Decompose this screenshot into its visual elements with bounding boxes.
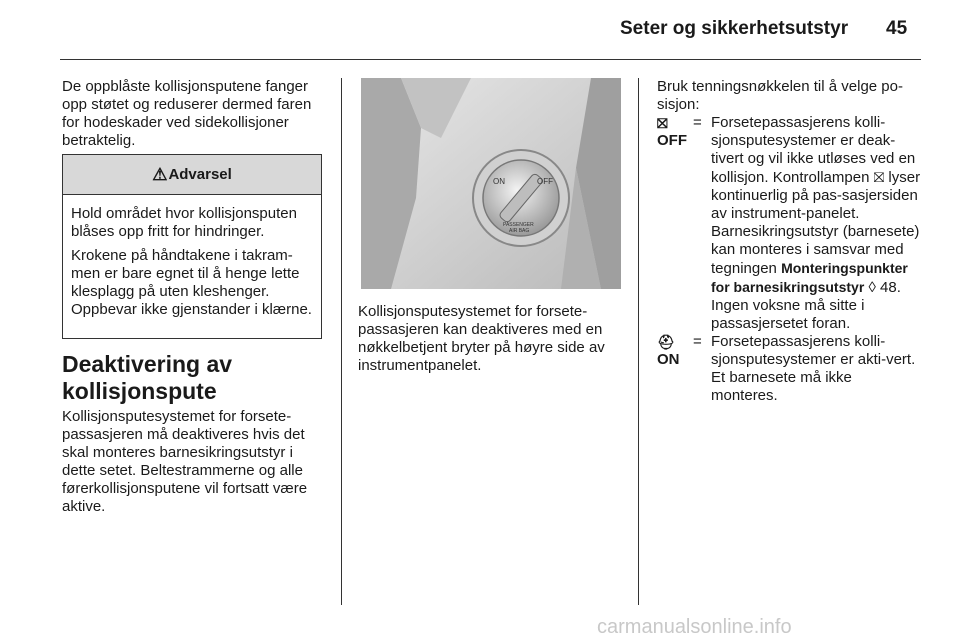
watermark: carmanualsonline.info [597, 616, 792, 638]
airbag-off-icon: ⛝ [657, 115, 668, 131]
equals-sign: = [693, 333, 702, 350]
equals-sign: = [693, 114, 702, 131]
off-label: OFF [657, 132, 687, 149]
switch-on-label: ON [493, 177, 505, 186]
warning-box [62, 154, 322, 339]
header-rule [60, 59, 921, 60]
switch-passenger-label: PASSENGER [503, 222, 534, 228]
right-intro: Bruk tenningsnøkkelen til å velge po-sisjon: [657, 78, 903, 113]
definition-list [657, 114, 922, 405]
warning-paragraph: Hold området hvor kollisjonsputen blåses opp fritt for hindringer. [71, 205, 297, 240]
warning-paragraph: Krokene på håndtakene i takram-men er bare egnet til å henge lette klesplagg på uten kleshenger. Oppbevar ikke gjenstander i klærne. [71, 247, 312, 318]
warning-title: Advarsel [168, 166, 232, 183]
airbag-switch-photo [361, 78, 621, 289]
airbag-off-icon: ⛝ [873, 169, 885, 185]
switch-off-label: OFF [537, 177, 553, 186]
warning-header [63, 155, 321, 195]
photo-caption: Kollisjonsputesystemet for forsete-passasjeren kan deaktiveres med en nøkkelbetjent bryter på høyre side av instrumentpanelet. [358, 303, 605, 374]
warning-triangle-icon: ⚠ [152, 164, 168, 184]
column-divider [341, 78, 342, 605]
intro-paragraph: De oppblåste kollisjonsputene fanger opp støtet og reduserer dermed faren for hodeskader ved sidekollisjoner betraktelig. [62, 78, 312, 149]
definition-off [657, 114, 922, 333]
page-reference-icon: ◊ [868, 279, 876, 296]
section-heading: Deaktivering av kollisjonspute [62, 351, 233, 404]
on-description: Forsetepassasjerens kolli-sjonsputesystemer er akti-vert. Et barnesete må ikke monteres. [711, 333, 916, 404]
off-description: Forsetepassasjerens kolli-sjonsputesystemer er deak-tivert og vil ikke utløses ved en kollisjon. Kontrollampen ⛝ lyser kontinuerlig på pas-sasjersiden av instrument-panelet. Barnesikringsutstyr (barnesete) kan monteres i samsvar med tegningen Monteringspunkter for barnesikringsutstyr ◊ 48. Ingen voksne må sitte i passasjersetet foran. [711, 114, 921, 332]
column-divider [638, 78, 639, 605]
warning-body [63, 195, 321, 319]
definition-on [657, 333, 922, 405]
cross-reference-link[interactable]: Monteringspunkter for barnesikringsutstyr [711, 260, 908, 295]
airbag-on-icon: ⛑ [657, 334, 675, 350]
page-reference-number: 48. [880, 279, 901, 296]
section-paragraph: Kollisjonsputesystemet for forsete-passasjeren må deaktiveres hvis det skal monteres barnesikringsutstyr i dette setet. Beltestrammerne og alle førerkollisjonsputene vil fortsatt være aktive. [62, 408, 308, 515]
header-title: Seter og sikkerhetsutstyr [620, 18, 849, 39]
on-label: ON [657, 351, 680, 368]
switch-airbag-label: AIR BAG [509, 228, 530, 234]
page-number: 45 [886, 18, 908, 39]
